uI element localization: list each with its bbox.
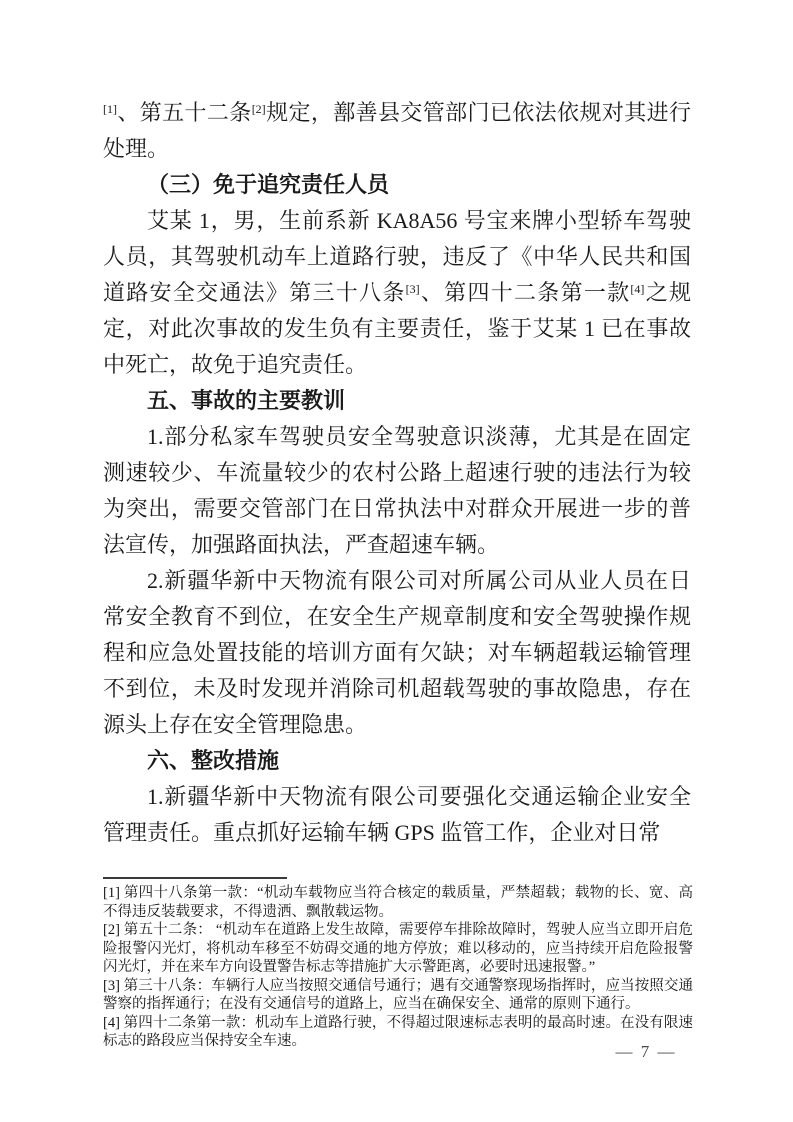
footnote-ref: [4] xyxy=(630,282,645,296)
footnote-item: [3] 第三十八条：车辆行人应当按照交通信号通行；遇有交通警察现场指挥时，应当按照交通警察的指挥通行；在没有交通信号的道路上，应当在确保安全、通常的原则下通行。 xyxy=(103,977,693,1012)
footnote-ref: [2] xyxy=(251,102,266,116)
section-heading-measures: 六、整改措施 xyxy=(147,748,280,773)
continued-paragraph: [1]、第五十二条[2]规定，鄯善县交管部门已依法依规对其进行处理。 xyxy=(103,100,691,161)
footnote-ref: [1] xyxy=(103,102,117,116)
subsection-heading-exempt: （三）免于追究责任人员 xyxy=(147,172,390,197)
section-heading-lessons: 五、事故的主要教训 xyxy=(147,388,346,413)
footnote-marker: [2] xyxy=(103,922,120,938)
footnote-marker: [1] xyxy=(103,885,120,901)
footnote-item: [2] 第五十二条： “机动车在道路上发生故障，需要停车排除故障时，驾驶人应当立即开启危险报警闪光灯，将机动车移至不妨碍交通的地方停放；难以移动的，应当持续开启危险报警闪光灯，并在来车方向设置警告标志等措施扩大示警距离，必要时迅速报警。” xyxy=(103,922,693,975)
footnote-marker: [3] xyxy=(103,977,120,994)
paragraph-exempt-person: 艾某 1，男，生前系新 KA8A56 号宝来牌小型轿车驾驶人员，其驾驶机动车上道路行驶，违反了《中华人民共和国道路安全交通法》第三十八条[3]、第四十二条第一款[4]之规定，对此次事故的发生负有主要责任，鉴于艾某 1 已在事故中死亡，故免于追究责任。 xyxy=(103,208,691,377)
paragraph-lesson-1: 1.部分私家车驾驶员安全驾驶意识淡薄，尤其是在固定测速较少、车流量较少的农村公路上超速行驶的违法行为较为突出，需要交管部门在日常执法中对群众开展进一步的普法宣传，加强路面执法，严查超速车辆。 xyxy=(103,424,691,557)
footnote-item: [1] 第四十八条第一款：“机动车载物应当符合核定的载质量，严禁超载；载物的长、宽、高不得违反装载要求，不得遗洒、飘散载运物。 xyxy=(103,885,693,920)
footnotes-section xyxy=(103,884,693,1051)
paragraph-measure-1: 1.新疆华新中天物流有限公司要强化交通运输企业安全管理责任。重点抓好运输车辆 GPS 监管工作，企业对日常 xyxy=(103,784,691,845)
page-number: — 7 — xyxy=(615,1042,677,1061)
footnote-ref: [3] xyxy=(405,282,420,296)
footnote-marker: [4] xyxy=(103,1014,120,1031)
document-body xyxy=(103,95,691,851)
paragraph-lesson-2: 2.新疆华新中天物流有限公司对所属公司从业人员在日常安全教育不到位，在安全生产规章制度和安全驾驶操作规程和应急处置技能的培训方面有欠缺；对车辆超载运输管理不到位，未及时发现并消除司机超载驾驶的事故隐患，存在源头上存在安全管理隐患。 xyxy=(103,568,691,737)
footnote-item: [4] 第四十二条第一款：机动车上道路行驶，不得超过限速标志表明的最高时速。在没有限速标志的路段应当保持安全车速。 xyxy=(103,1014,693,1049)
footnote-separator xyxy=(103,877,287,879)
